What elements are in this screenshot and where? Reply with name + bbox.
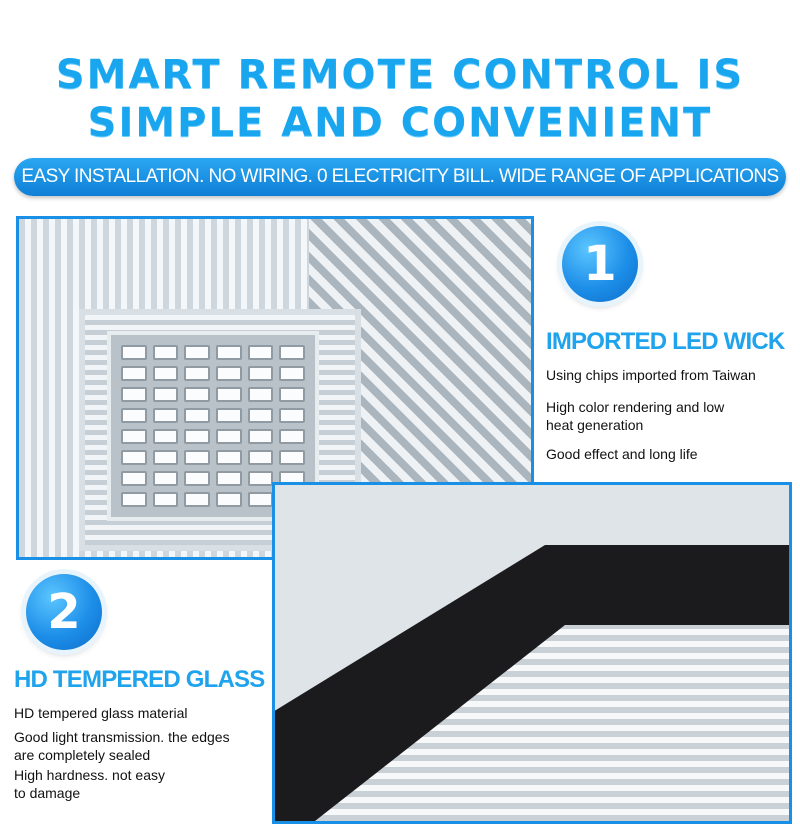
number-badge-2: 2 [26,574,102,650]
tempered-glass-photo [272,482,792,824]
main-title-line-1: SMART REMOTE CONTROL IS [55,52,745,98]
feature-banner: EASY INSTALLATION. NO WIRING. 0 ELECTRICITY BILL. WIDE RANGE OF APPLICATIONS [14,158,786,196]
main-title-line-2: SIMPLE AND CONVENIENT [87,100,713,146]
feature2-point-1: HD tempered glass material [14,705,188,721]
feature1-title: IMPORTED LED WICK [546,328,785,355]
feature1-point-1: Using chips imported from Taiwan [546,367,756,383]
feature1-point-2: High color rendering and low heat generation [546,399,725,433]
feature2-title: HD TEMPERED GLASS [14,666,265,693]
feature2-point-3: High hardness. not easy to damage [14,767,165,801]
feature1-point-3: Good effect and long life [546,446,698,462]
number-badge-1: 1 [562,226,638,302]
feature2-point-2: Good light transmission. the edges are completely sealed [14,729,230,763]
